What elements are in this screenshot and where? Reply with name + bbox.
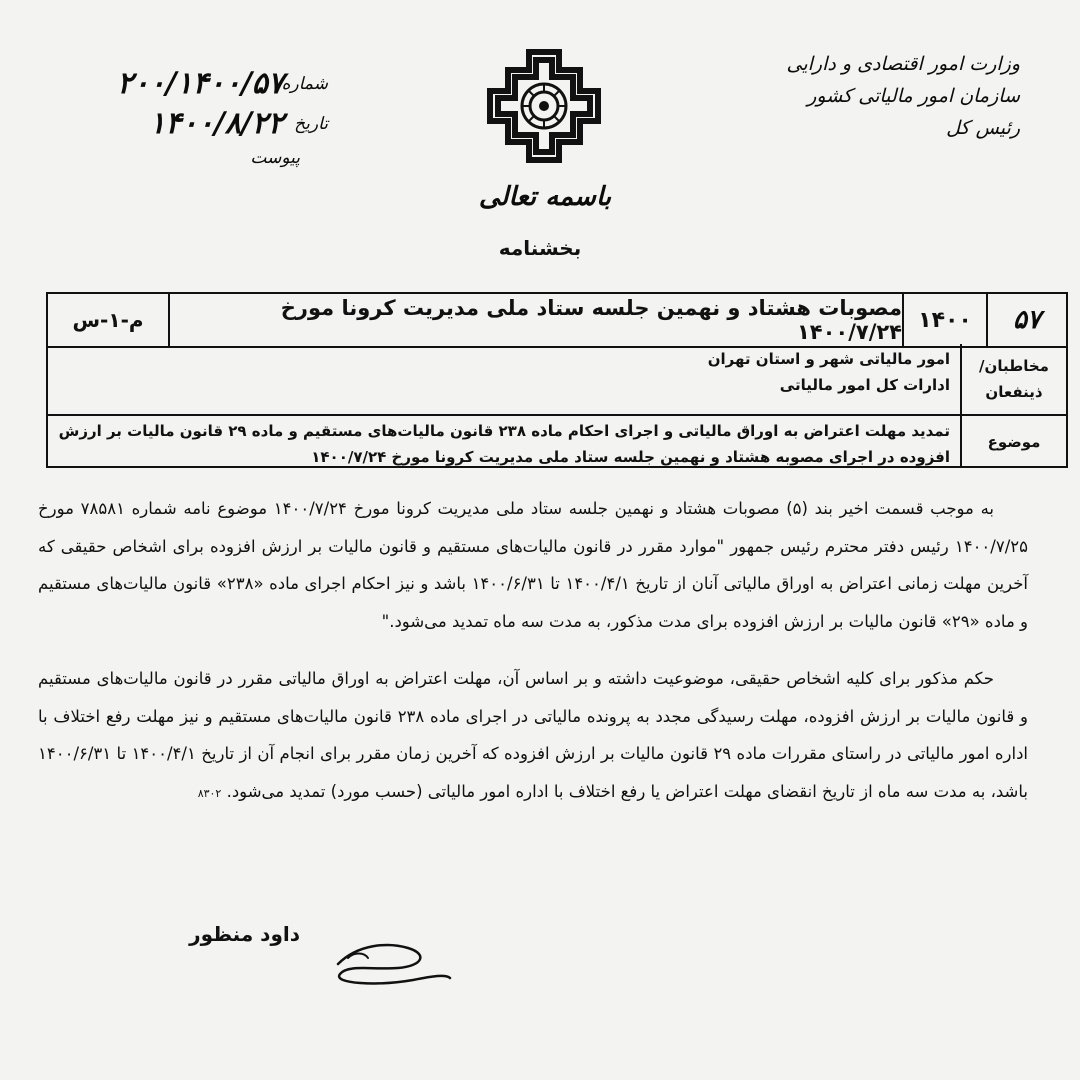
tax-organization-emblem-icon xyxy=(484,46,604,166)
invocation: باسمه تعالی xyxy=(478,182,612,212)
circular-year: ۱۴۰۰ xyxy=(902,294,986,346)
body-paragraph-2 xyxy=(38,660,1028,812)
letter-meta xyxy=(78,66,328,168)
date-value: ۱۴۰۰/۸/۲۲ xyxy=(149,106,284,141)
body-paragraph-2-text: حکم مذکور برای کلیه اشخاص حقیقی، موضوعیت داشته و بر اساس آن، مهلت اعتراض به اوراق مالیاتی مقرر در قانون مالیات‌های مستقیم و قانون مالیات بر ارزش افزوده، مهلت رسیدگی مجدد به پرونده مالیاتی در اجرای ماده ۲۳۸ قانون مالیات‌های مستقیم و نیز مهلت رفع اختلاف با اداره امور مالیاتی در راستای مقررات ماده ۲۹ قانون مالیات بر ارزش افزوده که آخرین زمان مقرر برای انجام آن از تاریخ ۱۴۰۰/۴/۱ تا ۱۴۰۰/۶/۳۱ باشد، به مدت سه ماه از تاریخ انقضای مهلت اعتراض یا رفع اختلاف با اداره امور مالیاتی (حسب مورد) تمدید می‌شود. xyxy=(38,669,1029,801)
document-type: بخشنامه xyxy=(498,236,582,260)
organization-line: سازمان امور مالیاتی کشور xyxy=(807,85,1020,107)
signer-name: داود منظور xyxy=(189,922,300,946)
details-table xyxy=(46,344,1068,468)
recipients-row xyxy=(48,344,1066,416)
date-line xyxy=(78,106,328,146)
number-label: شماره xyxy=(281,74,328,94)
subject-row xyxy=(48,416,1066,468)
letter-body xyxy=(38,490,1028,812)
number-line xyxy=(78,66,328,106)
recipients-list xyxy=(48,344,960,414)
recipient-item: امور مالیاتی شهر و استان تهران xyxy=(707,350,950,368)
subject-label: موضوع xyxy=(960,416,1066,468)
ministry-header xyxy=(780,48,1020,144)
recipient-item: ادارات کل امور مالیاتی xyxy=(779,376,950,394)
number-value: ۲۰۰/۱۴۰۰/۵۷ xyxy=(117,66,284,101)
signature-icon xyxy=(318,934,458,1004)
circular-number: ۵۷ xyxy=(986,294,1066,346)
circular-title: مصوبات هشتاد و نهمین جلسه ستاد ملی مدیریت کرونا مورخ ۱۴۰۰/۷/۲۴ xyxy=(168,294,902,346)
recipients-label: مخاطبان/ ذینفعان xyxy=(960,344,1066,414)
title-row xyxy=(46,292,1068,348)
ministry-line: وزارت امور اقتصادی و دارایی xyxy=(786,53,1020,75)
reference-code: ۸۳۰۲ xyxy=(197,786,222,800)
subject-text: تمدید مهلت اعتراض به اوراق مالیاتی و اجرای احکام ماده ۲۳۸ قانون مالیات‌های مستقیم و ماده ۲۹ قانون مالیات بر ارزش افزوده در اجرای مصوبه هشتاد و نهمین جلسه ستاد ملی مدیریت کرونا مورخ ۱۴۰۰/۷/۲۴ xyxy=(58,422,950,466)
body-paragraph-1: به موجب قسمت اخیر بند (۵) مصوبات هشتاد و نهمین جلسه ستاد ملی مدیریت کرونا مورخ ۱۴۰۰/۷/۲۴ موضوع نامه شماره ۷۸۵۸۱ مورخ ۱۴۰۰/۷/۲۵ رئیس دفتر محترم رئیس جمهور "موارد مقرر در قانون مالیات‌های مستقیم و قانون مالیات بر ارزش افزوده برای اشخاص حقیقی که آخرین مهلت زمانی اعتراض به اوراق مالیاتی آنان از تاریخ ۱۴۰۰/۴/۱ تا ۱۴۰۰/۶/۳۱ باشد و نیز احکام اجرای ماده «۲۳۸» قانون مالیات‌های مستقیم و ماده «۲۹» قانون مالیات بر ارزش افزوده برای مدت مذکور، به مدت سه ماه تمدید می‌شود." xyxy=(38,499,1028,631)
attachment-label: پیوست xyxy=(250,148,300,168)
date-label: تاریخ xyxy=(294,114,328,134)
circular-code: م-۱-س xyxy=(72,308,144,332)
position-line: رئیس کل xyxy=(946,117,1020,139)
